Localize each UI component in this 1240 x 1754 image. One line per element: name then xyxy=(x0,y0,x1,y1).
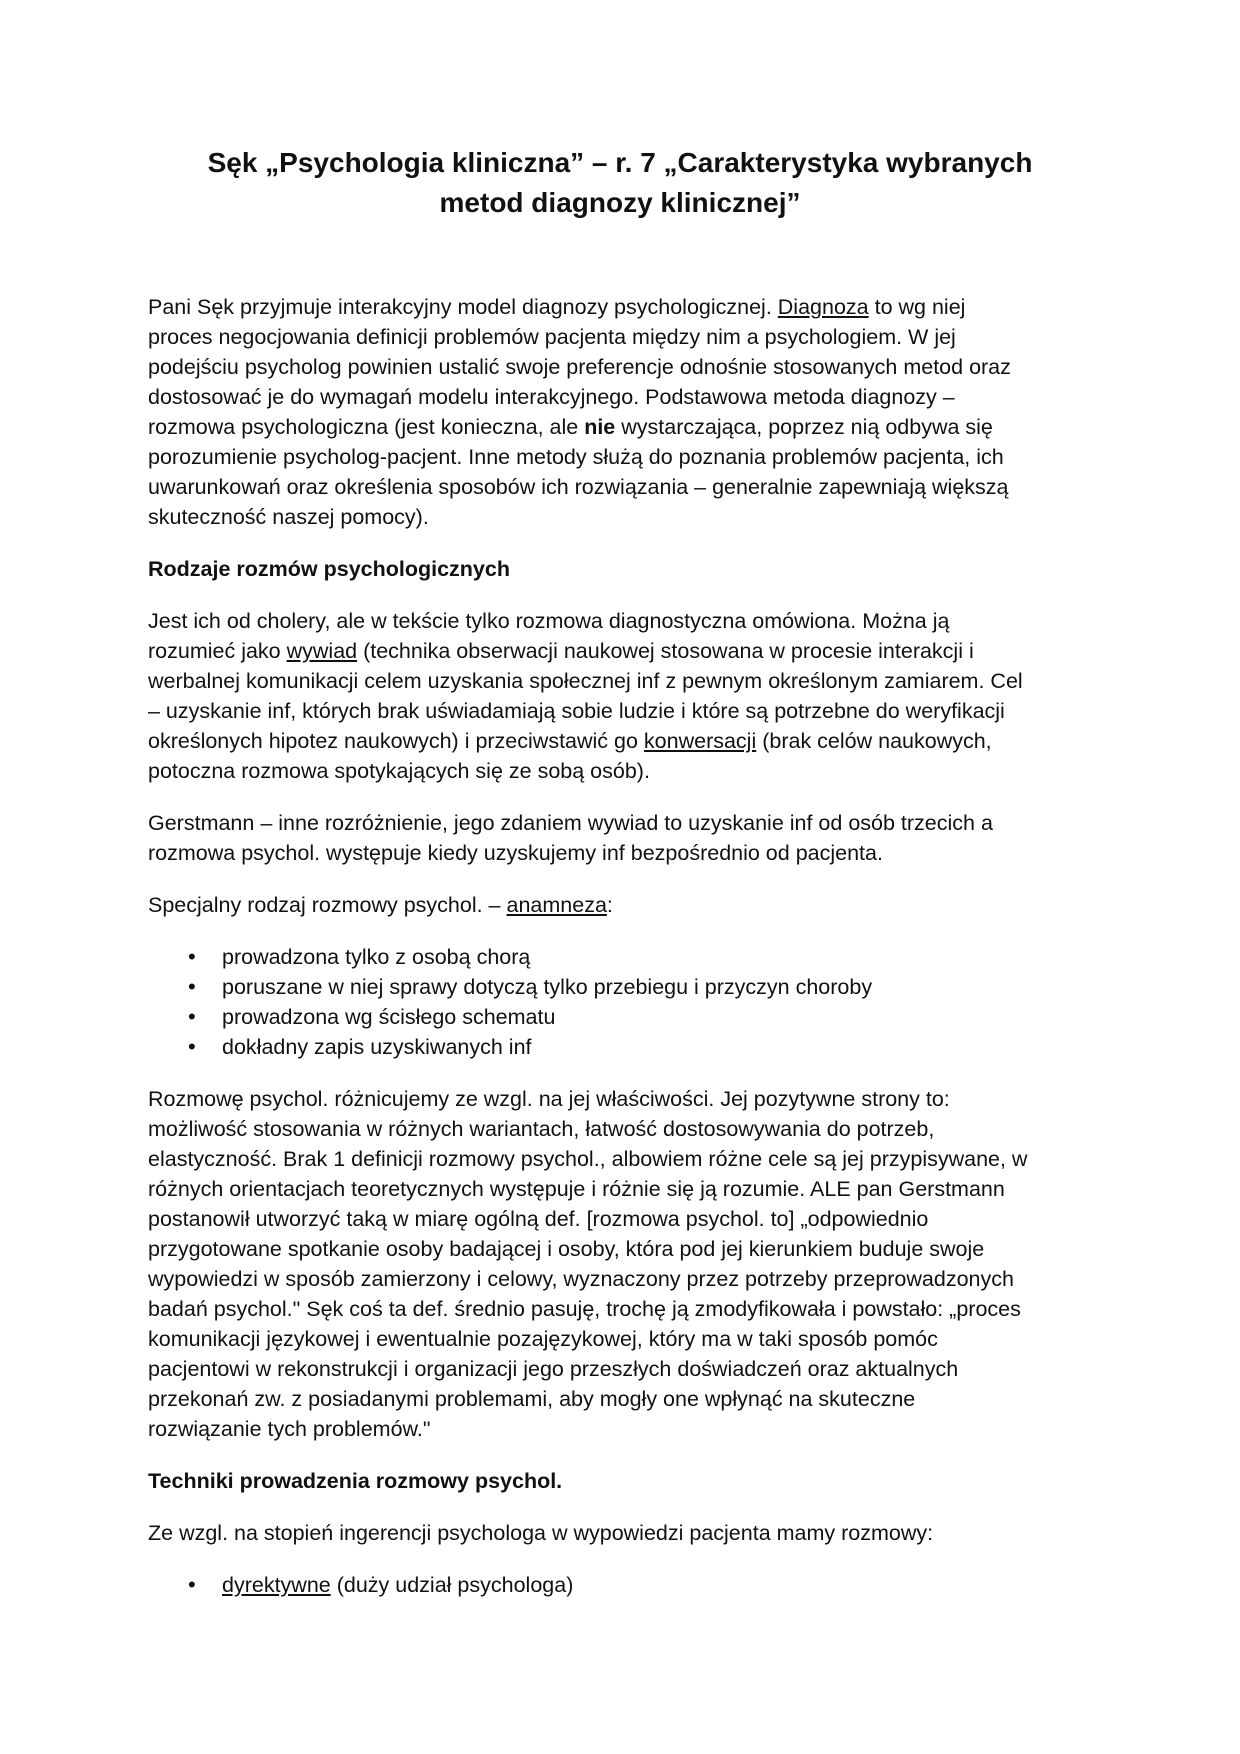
title-line-1: Sęk „Psychologia kliniczna” – r. 7 „Carakterystyka wybranych xyxy=(207,147,1033,178)
term-anamneza: anamneza xyxy=(506,893,607,917)
paragraph-ingerencja: Ze wzgl. na stopień ingerencji psychologa w wypowiedzi pacjenta mamy rozmowy: xyxy=(148,1521,934,1545)
document-body xyxy=(148,292,1098,1622)
techniki-list xyxy=(148,1570,1098,1600)
list-item: • prowadzona tylko z osobą chorą xyxy=(148,942,1098,972)
section-heading-techniki: Techniki prowadzenia rozmowy psychol. xyxy=(148,1469,563,1493)
anamneza-list xyxy=(148,942,1098,1062)
term-dyrektywne: dyrektywne xyxy=(222,1573,331,1597)
list-item: • prowadzona wg ścisłego schematu xyxy=(148,1002,1098,1032)
title-line-2: metod diagnozy klinicznej” xyxy=(439,187,801,218)
intro-paragraph: Pani Sęk przyjmuje interakcyjny model diagnozy psychologicznej. Diagnoza to wg niej proces negocjowania definicji problemów pacjenta między nim a psychologiem. W jej podejściu psycholog powinien ustalić swoje preferencje odnośnie stosowanych metod oraz dostosować je do wymagań modelu interakcyjnego. Podstawowa metoda diagnozy – rozmowa psychologiczna (jest konieczna, ale nie wystarczająca, poprzez nią odbywa się porozumienie psycholog-pacjent. Inne metody służą do poznania problemów pacjenta, ich uwarunkowań oraz określenia sposobów ich rozwiązania – generalnie zapewniają większą skuteczność naszej pomocy). xyxy=(148,295,1011,529)
paragraph-wywiad: Jest ich od cholery, ale w tekście tylko rozmowa diagnostyczna omówiona. Można ją rozumieć jako wywiad (technika obserwacji naukowej stosowana w procesie interakcji i werbalnej komunikacji celem uzyskania społecznej inf z pewnym określonym zamiarem. Cel – uzyskanie inf, których brak uświadamiają sobie ludzie i które są potrzebne do weryfikacji określonych hipotez naukowych) i przeciwstawić go konwersacji (brak celów naukowych, potoczna rozmowa spotykających się ze sobą osób). xyxy=(148,609,1023,783)
section-heading-rodzaje: Rodzaje rozmów psychologicznych xyxy=(148,557,510,581)
list-item: • dyrektywne (duży udział psychologa) xyxy=(148,1570,1098,1600)
paragraph-gerstmann: Gerstmann – inne rozróżnienie, jego zdaniem wywiad to uzyskanie inf od osób trzecich a rozmowa psychol. występuje kiedy uzyskujemy inf bezpośrednio od pacjenta. xyxy=(148,811,993,865)
list-item: • poruszane w niej sprawy dotyczą tylko przebiegu i przyczyn choroby xyxy=(148,972,1098,1002)
term-wywiad: wywiad xyxy=(286,639,358,663)
list-item: • dokładny zapis uzyskiwanych inf xyxy=(148,1032,1098,1062)
document-title xyxy=(120,143,1120,223)
paragraph-definicja: Rozmowę psychol. różnicujemy ze wzgl. na jej właściwości. Jej pozytywne strony to: możliwość stosowania w różnych wariantach, łatwość dostosowywania do potrzeb, elastyczność. Brak 1 definicji rozmowy psychol., albowiem różne cele są jej przypisywane, w różnych orientacjach teoretycznych występuje i różnie się ją rozumie. ALE pan Gerstmann postanowił utworzyć taką w miarę ogólną def. [rozmowa psychol. to] „odpowiednio przygotowane spotkanie osoby badającej i osoby, która pod jej kierunkiem buduje swoje wypowiedzi w sposób zamierzony i celowy, wyznaczony przez potrzeby przeprowadzonych badań psychol." Sęk coś ta def. średnio pasuję, trochę ją zmodyfikowała i powstało: „proces komunikacji językowej i ewentualnie pozajęzykowej, który ma w taki sposób pomóc pacjentowi w rekonstrukcji i organizacji jego przeszłych doświadczeń oraz aktualnych przekonań zw. z posiadanymi problemami, aby mogły one wpłynąć na skuteczne rozwiązanie tych problemów." xyxy=(148,1087,1028,1441)
term-konwersacji: konwersacji xyxy=(643,729,757,753)
emphasis-nie: nie xyxy=(584,415,616,439)
paragraph-anamneza: Specjalny rodzaj rozmowy psychol. – anamneza: xyxy=(148,893,613,917)
term-diagnoza: Diagnoza xyxy=(777,295,869,319)
